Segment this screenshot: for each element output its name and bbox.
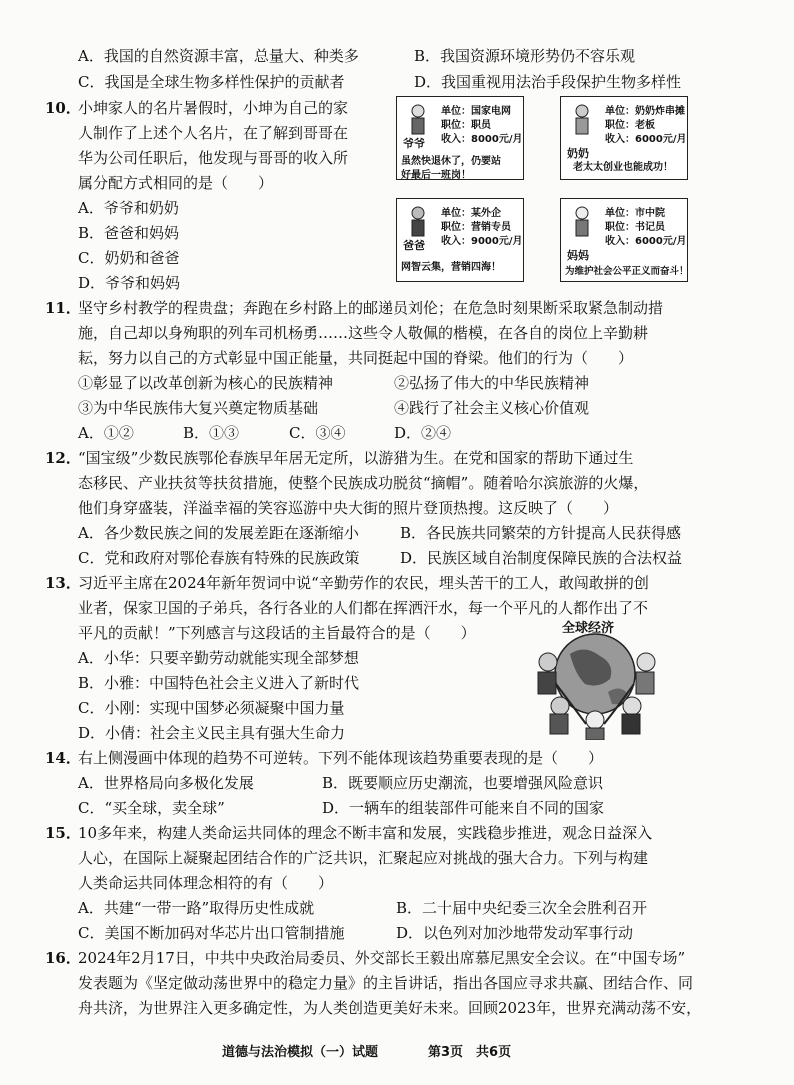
card-name: 妈妈 (567, 249, 589, 262)
q14-option-a: A．世界格局向多极化发展 (78, 774, 254, 792)
grandpa-figure-icon (407, 103, 429, 137)
card-mom (560, 198, 688, 282)
q11-stem-line: 坚守乡村教学的程贵盘；奔跑在乡村路上的邮递员刘伦；在危急时刻果断采取紧急制动措 (78, 299, 664, 317)
card-slogan: 网智云集，营销四海！ (401, 262, 501, 273)
q14-option-d: D．一辆车的组装部件可能来自不同的国家 (322, 799, 605, 817)
card-unit: 单位：某外企 (441, 208, 501, 219)
q10-stem-line: 人制作了上述个人名片，在了解到哥哥在 (78, 124, 349, 142)
q12-number: 12． (45, 449, 81, 467)
q11-stem-line: 耘，努力以自己的方式彰显中国正能量，共同挺起中国的脊梁。他们的行为（ ） (78, 349, 634, 367)
q10-option-d: D．爷爷和妈妈 (78, 274, 181, 292)
card-name: 奶奶 (567, 147, 589, 160)
q12-option-b: B．各民族共同繁荣的方针提高人民获得感 (400, 524, 682, 542)
q11-option-d: D．②④ (394, 424, 452, 442)
card-grandpa (396, 96, 524, 180)
q11-option-b: B．①③ (183, 424, 240, 442)
q10-stem-line: 华为公司任职后，他发现与哥哥的收入所 (78, 149, 349, 167)
q15-option-d: D．以色列对加沙地带发动军事行动 (396, 924, 634, 942)
card-income: 收入：9000元/月 (441, 236, 523, 247)
card-name: 爸爸 (403, 239, 425, 252)
card-slogan: 老太太创业也能成功！ (573, 162, 673, 173)
q12-stem-line: 态移民、产业扶贫等扶贫措施，使整个民族成功脱贫“摘帽”。随着哈尔滨旅游的火爆， (78, 474, 649, 492)
q12-option-c: C．党和政府对鄂伦春族有特殊的民族政策 (78, 549, 360, 567)
cartoon-title: 全球经济 (562, 621, 615, 636)
q13-stem-line: 习近平主席在2024年新年贺词中说“辛勤劳作的农民，埋头苦干的工人，敢闯敢拼的创 (78, 574, 649, 592)
card-post: 职位：职员 (441, 120, 491, 131)
q15-stem-line: 10多年来，构建人类命运共同体的理念不断丰富和发展，实践稳步推进，观念日益深入 (78, 824, 653, 842)
card-income: 收入：8000元/月 (441, 134, 523, 145)
q14-stem: 右上侧漫画中体现的趋势不可逆转。下列不能体现该趋势重要表现的是（ ） (78, 749, 604, 767)
card-grandma (560, 96, 688, 180)
q15-option-b: B．二十届中央纪委三次全会胜利召开 (396, 899, 648, 917)
q13-option-c: C．小刚：实现中国梦必须凝聚中国力量 (78, 699, 345, 717)
q11-number: 11． (45, 299, 81, 317)
q9-option-a: A．我国的自然资源丰富，总量大、种类多 (78, 47, 359, 65)
q11-statement-1: ①彰显了以改革创新为核心的民族精神 (78, 374, 334, 392)
q11-option-c: C．③④ (289, 424, 346, 442)
mom-figure-icon (571, 205, 593, 239)
grandma-figure-icon (571, 103, 593, 137)
q12-stem-line: “国宝级”少数民族鄂伦春族早年居无定所，以游猎为生。在党和国家的帮助下通过生 (78, 449, 634, 467)
card-post: 职位：书记员 (605, 222, 665, 233)
q14-option-b: B．既要顺应历史潮流，也要增强风险意识 (322, 774, 604, 792)
card-post: 职位：营销专员 (441, 222, 511, 233)
q10-option-c: C．奶奶和爸爸 (78, 249, 180, 267)
q12-option-a: A．各少数民族之间的发展差距在逐渐缩小 (78, 524, 359, 542)
q15-option-a: A．共建“一带一路”取得历史性成就 (78, 899, 315, 917)
q9-option-b: B．我国资源环境形势仍不容乐观 (414, 47, 636, 65)
q13-option-b: B．小雅：中国特色社会主义进入了新时代 (78, 674, 360, 692)
q15-option-c: C．美国不断加码对华芯片出口管制措施 (78, 924, 345, 942)
q14-number: 14． (45, 749, 81, 767)
q13-option-a: A．小华：只要辛勤劳动就能实现全部梦想 (78, 649, 359, 667)
dad-figure-icon (407, 205, 429, 239)
global-economy-cartoon (520, 614, 670, 740)
q15-stem-line: 人类命运共同体理念相符的有（ ） (78, 874, 334, 892)
card-post: 职位：老板 (605, 120, 655, 131)
q9-option-c: C．我国是全球生物多样性保护的贡献者 (78, 73, 345, 91)
q12-option-d: D．民族区域自治制度保障民族的合法权益 (400, 549, 683, 567)
card-income: 收入：6000元/月 (605, 236, 687, 247)
q14-option-c: C．“买全球，卖全球” (78, 799, 225, 817)
footer-page-number: 第3页 共6页 (428, 1045, 512, 1060)
card-unit: 单位：国家电网 (441, 106, 511, 117)
card-dad (396, 198, 524, 282)
q10-stem-line: 小坤家人的名片暑假时，小坤为自己的家 (78, 99, 349, 117)
card-slogan: 为维护社会公平正义而奋斗！ (565, 266, 689, 277)
card-unit: 单位：市中院 (605, 208, 665, 219)
q11-statement-3: ③为中华民族伟大复兴奠定物质基础 (78, 399, 319, 417)
q10-number: 10． (45, 99, 81, 117)
footer-subject: 道德与法治模拟（一）试题 (222, 1045, 379, 1060)
card-name: 爷爷 (403, 137, 425, 150)
q11-option-a: A．①② (78, 424, 134, 442)
q13-stem-line: 业者，保家卫国的子弟兵，各行各业的人们都在挥洒汗水，每一个平凡的人都作出了不 (78, 599, 649, 617)
q10-option-b: B．爸爸和妈妈 (78, 224, 180, 242)
q12-stem-line: 他们身穿盛装，洋溢幸福的笑容巡游中央大街的照片登顶热搜。这反映了（ ） (78, 499, 619, 517)
card-slogan: 虽然快退休了，仍要站 好最后一班岗！ (401, 156, 501, 181)
q16-stem-line: 舟共济，为世界注入更多确定性，为人类创造更美好未来。回顾2023年，世界充满动荡不安， (78, 999, 702, 1017)
q15-stem-line: 人心，在国际上凝聚起团结合作的广泛共识，汇聚起应对挑战的强大合力。下列与构建 (78, 849, 649, 867)
q11-stem-line: 施，自己却以身殉职的列车司机杨勇……这些令人敬佩的楷模，在各自的岗位上辛勤耕 (78, 324, 649, 342)
q9-option-d: D．我国重视用法治手段保护生物多样性 (414, 73, 682, 91)
q11-statement-2: ②弘扬了伟大的中华民族精神 (394, 374, 590, 392)
q13-stem-line: 平凡的贡献！”下列感言与这段话的主旨最符合的是（ ） (78, 624, 476, 642)
card-unit: 单位：奶奶炸串摊 (605, 106, 685, 117)
q13-number: 13． (45, 574, 81, 592)
q15-number: 15． (45, 824, 81, 842)
card-income: 收入：6000元/月 (605, 134, 687, 145)
q16-number: 16． (45, 949, 81, 967)
q11-statement-4: ④践行了社会主义核心价值观 (394, 399, 590, 417)
q13-option-d: D．小倩：社会主义民主具有强大生命力 (78, 724, 346, 742)
q16-stem-line: 2024年2月17日，中共中央政治局委员、外交部长王毅出席慕尼黑安全会议。在“中国专场” (78, 949, 686, 967)
q10-option-a: A．爷爷和奶奶 (78, 199, 179, 217)
q10-stem-line: 属分配方式相同的是（ ） (78, 174, 274, 192)
q16-stem-line: 发表题为《坚定做动荡世界中的稳定力量》的主旨讲话，指出各国应寻求共赢、团结合作、同 (78, 974, 694, 992)
